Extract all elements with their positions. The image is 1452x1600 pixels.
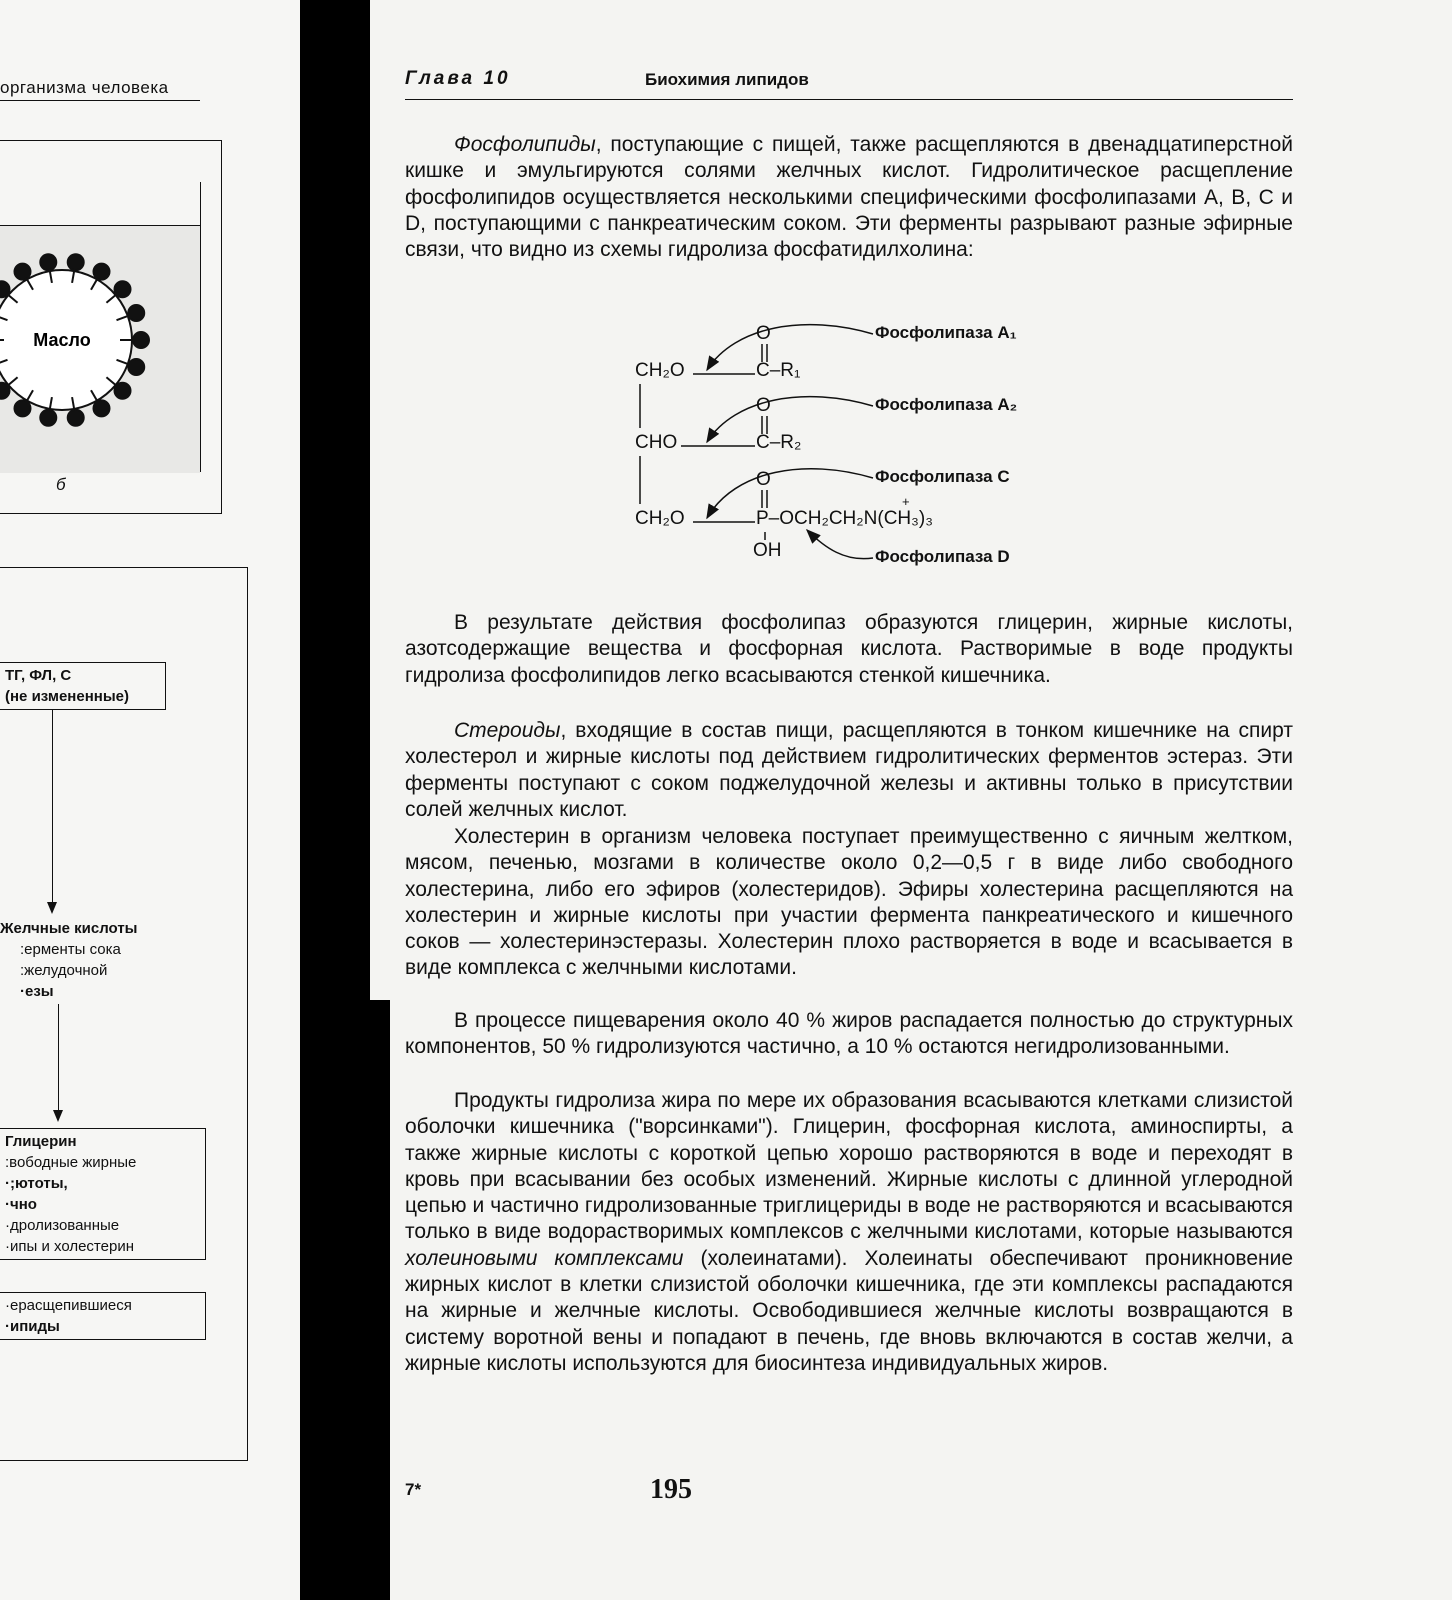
- flow-step2-line1: Желчные кислоты: [0, 920, 138, 937]
- row3-phosphocholine: P–OCH₂CH₂N(CH₃)₃: [756, 508, 933, 529]
- row3-glycerol: CH₂O: [635, 508, 685, 529]
- flow-box3-line3: ·;ютоты,: [5, 1175, 68, 1192]
- paragraph-absorption-text-b: (холеинатами). Холеинаты обеспечивают проникновение жирных кислот в клетки слизистой оболочки кишечника, где эти комплексы распадаются на жирные и желчные кислоты. Освободившиеся желчные кислоты возвращаются в систему воротной вены и попадают в печень, где вновь включаются в состав желчи, а жирные кислоты используются для биосинтеза индивидуальных жиров.: [405, 1246, 1293, 1375]
- printer-signature: 7*: [405, 1480, 422, 1499]
- micelle-head: [115, 281, 131, 297]
- previous-page-fragment: [0, 0, 300, 1600]
- flow-step2-line3: :желудочной: [20, 962, 108, 979]
- oxygen-2: O: [756, 395, 771, 416]
- oxygen-3: O: [756, 469, 771, 490]
- micelle-head: [0, 281, 9, 297]
- flow-arrow-2: [53, 1110, 63, 1122]
- figure-caption-b: б: [56, 475, 66, 494]
- paragraph-steroids: [405, 718, 1293, 823]
- micelle-head: [94, 264, 110, 280]
- phosphatidylcholine-hydrolysis-scheme: [635, 318, 1095, 588]
- micelle-head: [40, 410, 56, 426]
- charge-plus: +: [902, 494, 910, 509]
- micelle-head: [133, 332, 149, 348]
- row2-glycerol: CHO: [635, 432, 678, 453]
- micelle-head: [15, 400, 31, 416]
- term-choleic-complexes: холеиновыми комплексами: [405, 1246, 684, 1270]
- binding-gutter-edge: [350, 1000, 390, 1600]
- flow-box3-line5: ·дролизованные: [5, 1217, 120, 1234]
- label-phospholipase-d: Фосфолипаза D: [875, 547, 1010, 566]
- flow-box1-line1: ТГ, ФЛ, С: [5, 667, 72, 684]
- chapter-title: Биохимия липидов: [645, 70, 809, 89]
- flow-box-unhydrolyzed: [0, 1292, 206, 1340]
- paragraph-phospholipids: [405, 132, 1293, 263]
- label-phospholipase-c: Фосфолипаза C: [875, 467, 1010, 486]
- running-header: [405, 66, 1293, 96]
- row2-acyl: C–R₂: [756, 432, 802, 453]
- micelle-head: [115, 383, 131, 399]
- hydroxyl: OH: [753, 540, 782, 561]
- flow-box3-line6: ·ипы и холестерин: [5, 1238, 134, 1255]
- flow-step2-line2: :ерменты сока: [20, 941, 121, 958]
- page-number: 195: [650, 1474, 692, 1505]
- flow-box4-line2: ·ипиды: [5, 1318, 60, 1335]
- micelle-head: [68, 254, 84, 270]
- micelle-head: [94, 400, 110, 416]
- micelle-head: [128, 359, 144, 375]
- left-header-rule: [0, 100, 200, 101]
- paragraph-digestion-percent: В процессе пищеварения около 40 % жиров распадается полностью до структурных компонентов, 50 % гидролизуются частично, а 10 % остаются негидролизованными.: [405, 1009, 1293, 1059]
- beaker-wall: [200, 182, 201, 472]
- paragraph-absorption: [405, 1088, 1293, 1377]
- flow-box1-line2: (не измененные): [5, 688, 129, 705]
- flow-connector-1: [52, 710, 53, 910]
- label-phospholipase-a2: Фосфолипаза A₂: [875, 395, 1018, 414]
- flow-step-bile-acids: [0, 918, 200, 1002]
- flow-box3-line2: :вободные жирные: [5, 1154, 137, 1171]
- micelle-head: [15, 264, 31, 280]
- micelle-head: [68, 410, 84, 426]
- left-page-header: организма человека: [0, 78, 169, 97]
- micelle-head: [40, 254, 56, 270]
- oil-label: Масло: [33, 330, 91, 350]
- row1-acyl: C–R₁: [756, 360, 801, 381]
- paragraph-phospholipids-text: , поступающие с пищей, также расщепляются в двенадцатиперстной кишке и эмульгируются солями желчных кислот. Гидролитическое расщепление фосфолипидов осуществляется несколькими специфическими фосфолипазами А, В, С и D, поступающими с панкреатическим соком. Эти ферменты разрывают разные эфирные связи, что видно из схемы гидролиза фосфатидилхолина:: [405, 133, 1293, 262]
- flow-box4-line1: ·ерасщепившиеся: [5, 1297, 132, 1314]
- row1-glycerol: CH₂O: [635, 360, 685, 381]
- paragraph-cholesterol: Холестерин в организм человека поступает преимущественно с яичным желтком, мясом, печенью, мозгами в количестве около 0,2—0,5 г в виде либо свободного холестерина, либо его эфиров (холестеридов). Эфиры холестерина расщепляются на холестерин и жирные кислоты при участии фермента панкреатического и кишечного соков — холестеринэстеразы. Холестерин плохо растворяется в воде и всасывается в виде комплекса с желчными кислотами.: [405, 825, 1293, 980]
- scheme-lines: [635, 318, 1095, 588]
- oxygen-1: O: [756, 323, 771, 344]
- paragraph-steroids-text: , входящие в состав пищи, расщепляются в тонком кишечнике на спирт холестерол и жирные кислоты под действием гидролитических ферментов эстераз. Эти ферменты поступают с соком поджелудочной железы и активны только в присутствии солей желчных кислот.: [405, 719, 1293, 821]
- oil-droplet-micelle: [0, 230, 200, 430]
- micelle-head: [0, 383, 9, 399]
- micelle-head: [128, 305, 144, 321]
- flow-box-products: [0, 1128, 206, 1260]
- flow-box3-line4: ·чно: [5, 1196, 37, 1213]
- header-rule: [405, 99, 1293, 100]
- term-phospholipids: Фосфолипиды: [454, 133, 596, 156]
- chapter-number: Глава 10: [405, 68, 511, 89]
- flow-box3-line1: Глицерин: [5, 1133, 77, 1150]
- flow-box-unchanged-lipids: [0, 662, 166, 710]
- paragraph-absorption-text-a: Продукты гидролиза жира по мере их образования всасываются клетками слизистой оболочки кишечника ("ворсинками"). Глицерин, фосфорная кислота, аминоспирты, а также жирные кислоты с короткой цепью хорошо растворяются в воде и переходят в кровь при всасывании без особых изменений. Жирные кислоты с длинной углеродной цепью и частично гидролизованные триглицериды в воде не растворяются и всасываются только в виде водорастворимых комплексов с желчными кислотами, которые называются: [405, 1089, 1293, 1244]
- label-phospholipase-a1: Фосфолипаза A₁: [875, 323, 1017, 342]
- flow-arrow-1: [47, 902, 57, 914]
- flow-connector-2: [58, 1004, 59, 1116]
- flow-step2-line4: ·езы: [20, 983, 54, 1000]
- term-steroids: Стероиды: [454, 719, 561, 742]
- paragraph-lipase-products: В результате действия фосфолипаз образуются глицерин, жирные кислоты, азотсодержащие вещества и фосфорная кислота. Растворимые в воде продукты гидролиза фосфолипидов легко всасываются стенкой кишечника.: [405, 611, 1293, 687]
